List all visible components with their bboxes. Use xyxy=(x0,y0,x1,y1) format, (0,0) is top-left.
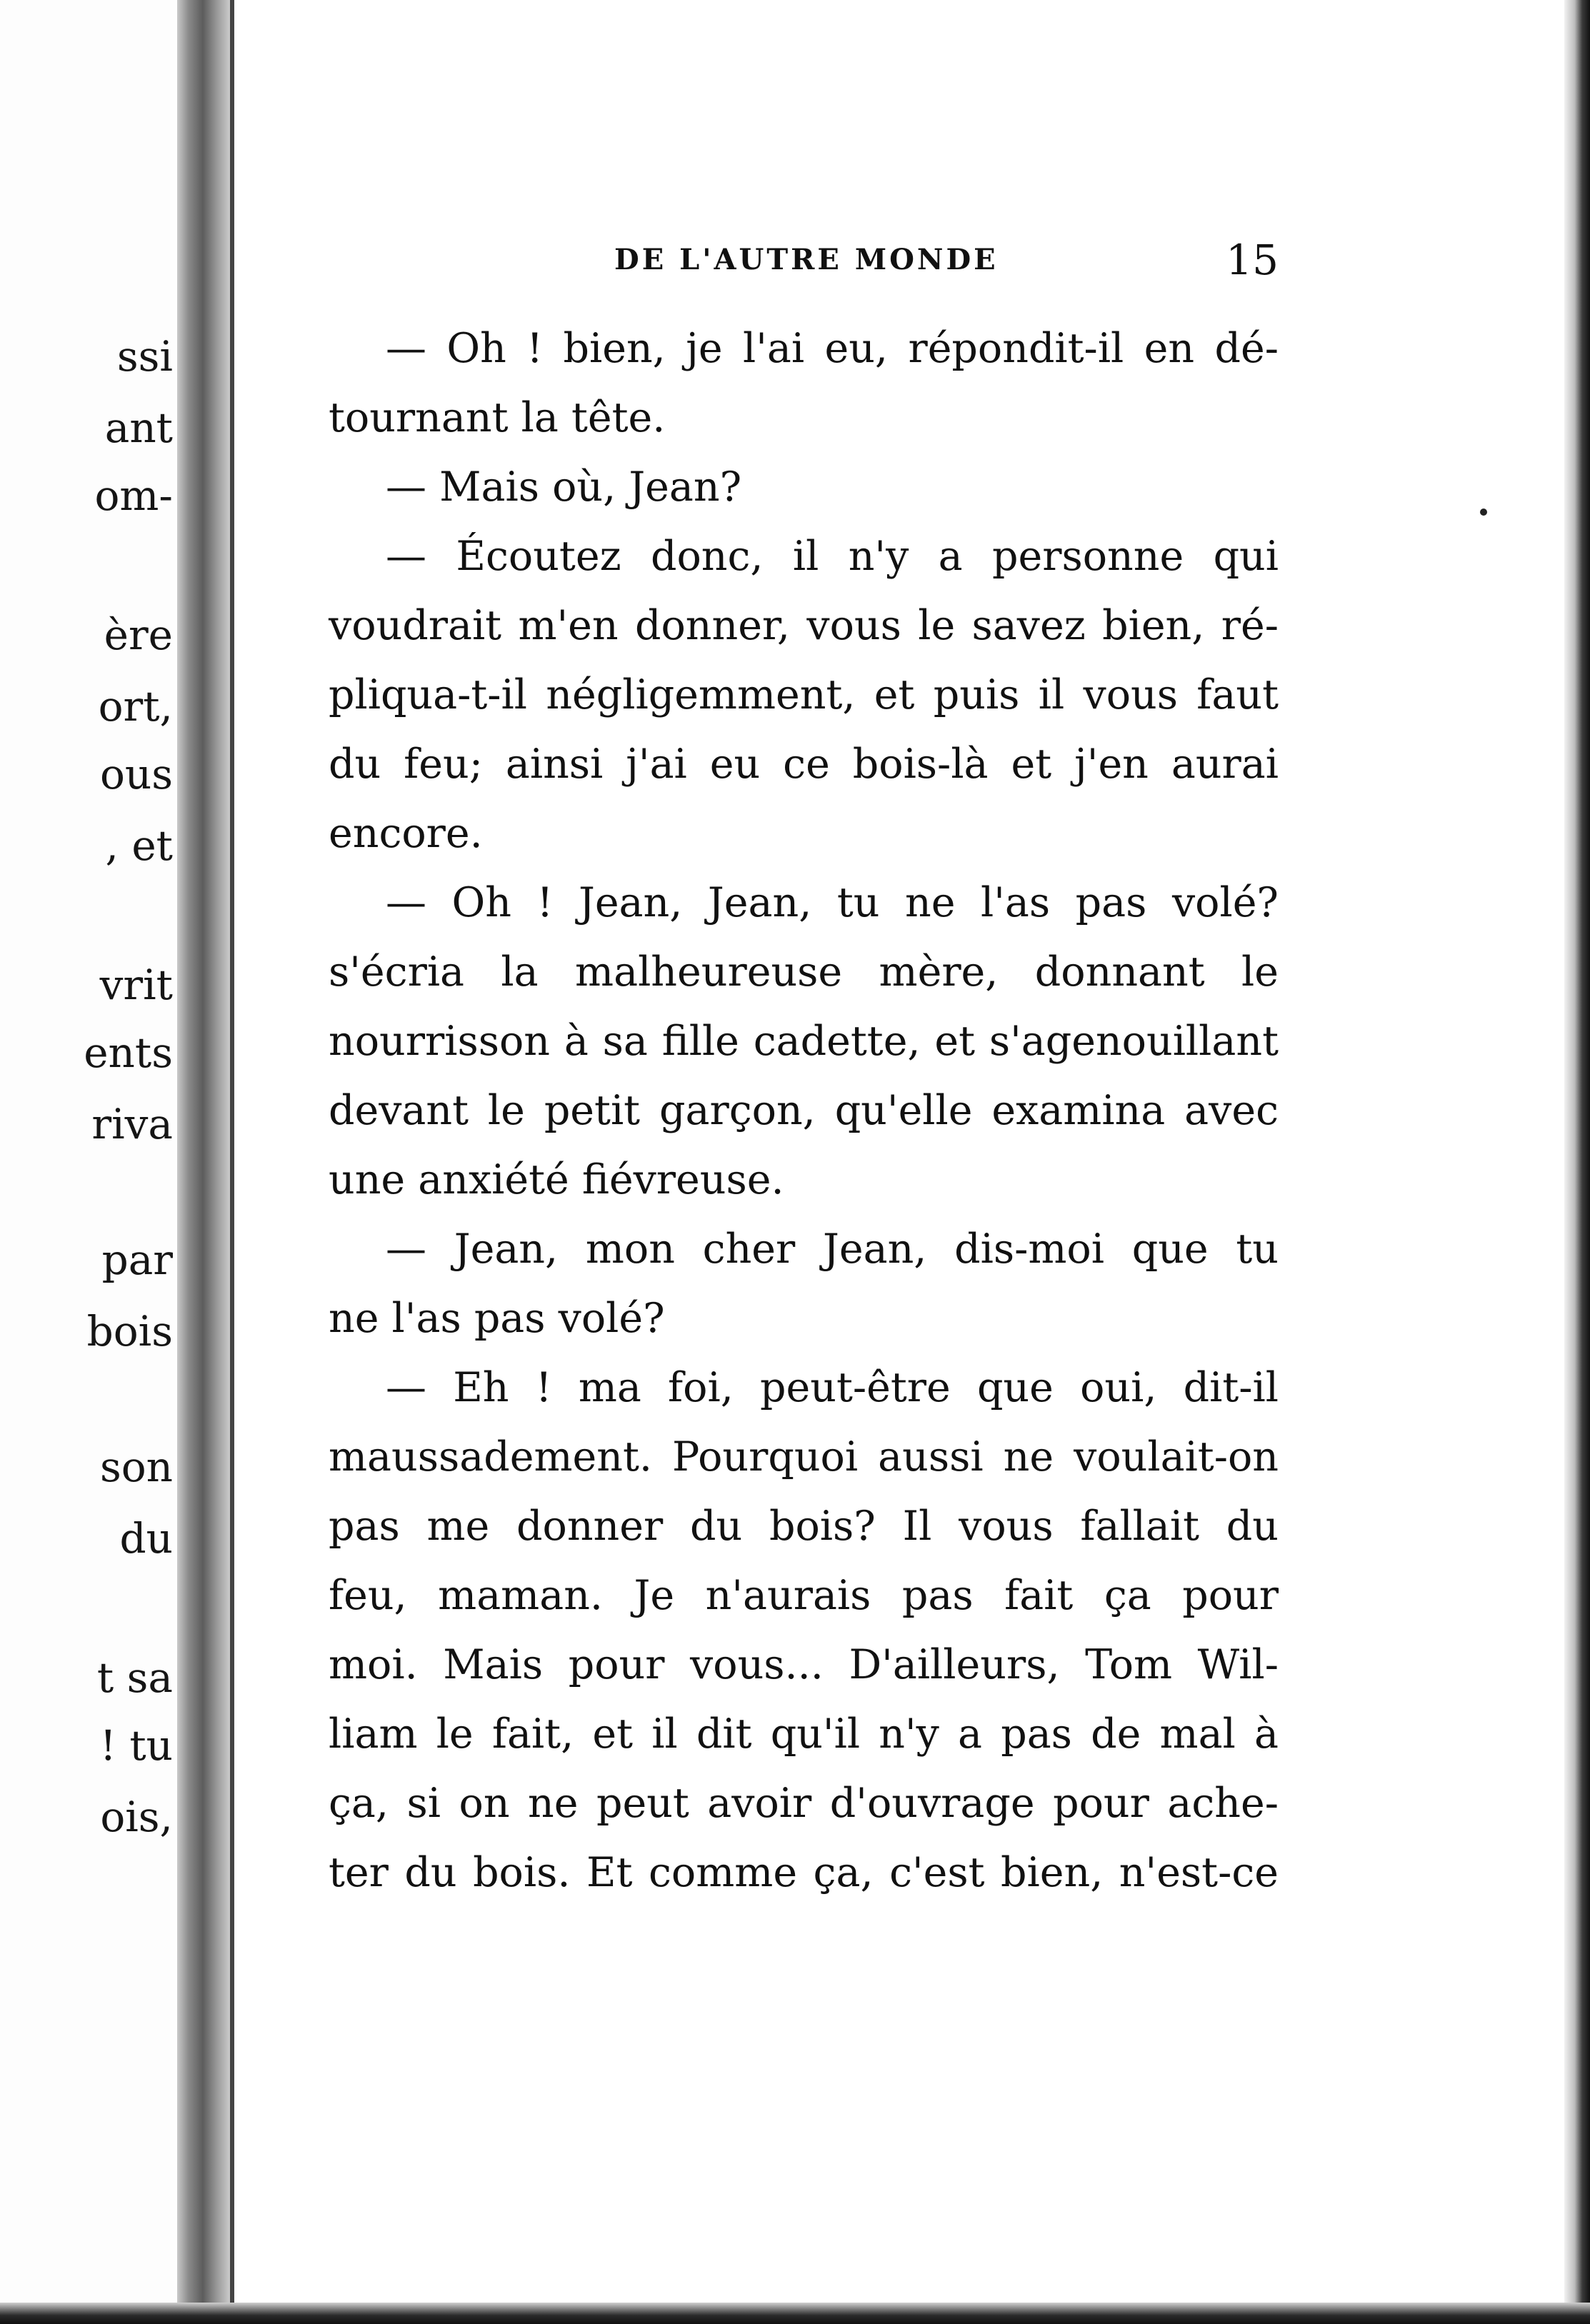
text-line: tournant la tête. xyxy=(329,394,666,441)
facing-page xyxy=(0,0,179,2324)
facing-page-fragment: ! tu xyxy=(99,1721,173,1770)
text-line: voudrait m'en donner, vous le savez bien, ré- xyxy=(329,602,1279,649)
book-bottom-edge xyxy=(0,2303,1590,2324)
text-line: — Oh ! bien, je l'ai eu, répondit-il en dé- xyxy=(386,325,1279,372)
text-line: maussadement. Pourquoi aussi ne voulait-on xyxy=(329,1433,1279,1481)
book-right-edge xyxy=(1564,0,1590,2324)
text-line: — Eh ! ma foi, peut-être que oui, dit-il xyxy=(386,1364,1279,1411)
running-head xyxy=(329,236,1279,286)
text-line: nourrisson à sa fille cadette, et s'agenouillant xyxy=(329,1018,1279,1065)
book-gutter xyxy=(177,0,234,2324)
body-text xyxy=(329,314,1279,1908)
text-line: ter du bois. Et comme ça, c'est bien, n'est-ce xyxy=(329,1849,1279,1896)
text-line: pliqua-t-il négligemment, et puis il vous faut xyxy=(329,671,1279,718)
facing-page-fragment: riva xyxy=(91,1100,173,1148)
text-line: feu, maman. Je n'aurais pas fait ça pour xyxy=(329,1572,1279,1619)
facing-page-fragment: ant xyxy=(104,404,173,452)
running-title: DE L'AUTRE MONDE xyxy=(614,243,999,276)
facing-page-fragment: om- xyxy=(94,471,173,520)
facing-page-fragment: ois, xyxy=(100,1793,173,1841)
facing-page-fragment: ère xyxy=(104,611,173,659)
text-line: ça, si on ne peut avoir d'ouvrage pour ache- xyxy=(329,1780,1279,1827)
text-line: pas me donner du bois? Il vous fallait du xyxy=(329,1503,1279,1550)
facing-page-fragment: ents xyxy=(84,1028,173,1077)
text-line: — Mais où, Jean? xyxy=(386,464,742,511)
text-line: — Écoutez donc, il n'y a personne qui xyxy=(386,533,1279,580)
facing-page-fragment: ous xyxy=(99,750,173,798)
gutter-edge xyxy=(230,0,234,2324)
facing-page-fragment: du xyxy=(119,1514,173,1563)
facing-page-fragment: son xyxy=(99,1443,173,1491)
facing-page-fragment: par xyxy=(101,1236,173,1284)
text-line: devant le petit garçon, qu'elle examina avec xyxy=(329,1087,1279,1134)
page-content xyxy=(329,236,1279,2093)
text-line: — Jean, mon cher Jean, dis-moi que tu xyxy=(386,1226,1279,1273)
facing-page-fragment: bois xyxy=(86,1307,173,1356)
facing-page-fragment: vrit xyxy=(99,961,173,1009)
text-line: ne l'as pas volé? xyxy=(329,1295,665,1342)
text-line: moi. Mais pour vous... D'ailleurs, Tom Wil- xyxy=(329,1641,1279,1688)
facing-page-fragment: ssi xyxy=(116,332,173,381)
facing-page-fragment: , et xyxy=(105,821,173,870)
page-number: 15 xyxy=(1226,236,1279,284)
text-line: s'écria la malheureuse mère, donnant le xyxy=(329,948,1279,996)
text-line: liam le fait, et il dit qu'il n'y a pas de mal à xyxy=(329,1711,1279,1758)
print-speck xyxy=(1480,509,1487,516)
text-line: une anxiété fiévreuse. xyxy=(329,1156,784,1203)
text-line: du feu; ainsi j'ai eu ce bois-là et j'en aurai xyxy=(329,741,1279,788)
text-line: encore. xyxy=(329,810,483,857)
facing-page-fragment: t sa xyxy=(96,1653,173,1702)
text-line: — Oh ! Jean, Jean, tu ne l'as pas volé? xyxy=(386,879,1279,926)
facing-page-fragment: ort, xyxy=(98,682,173,731)
